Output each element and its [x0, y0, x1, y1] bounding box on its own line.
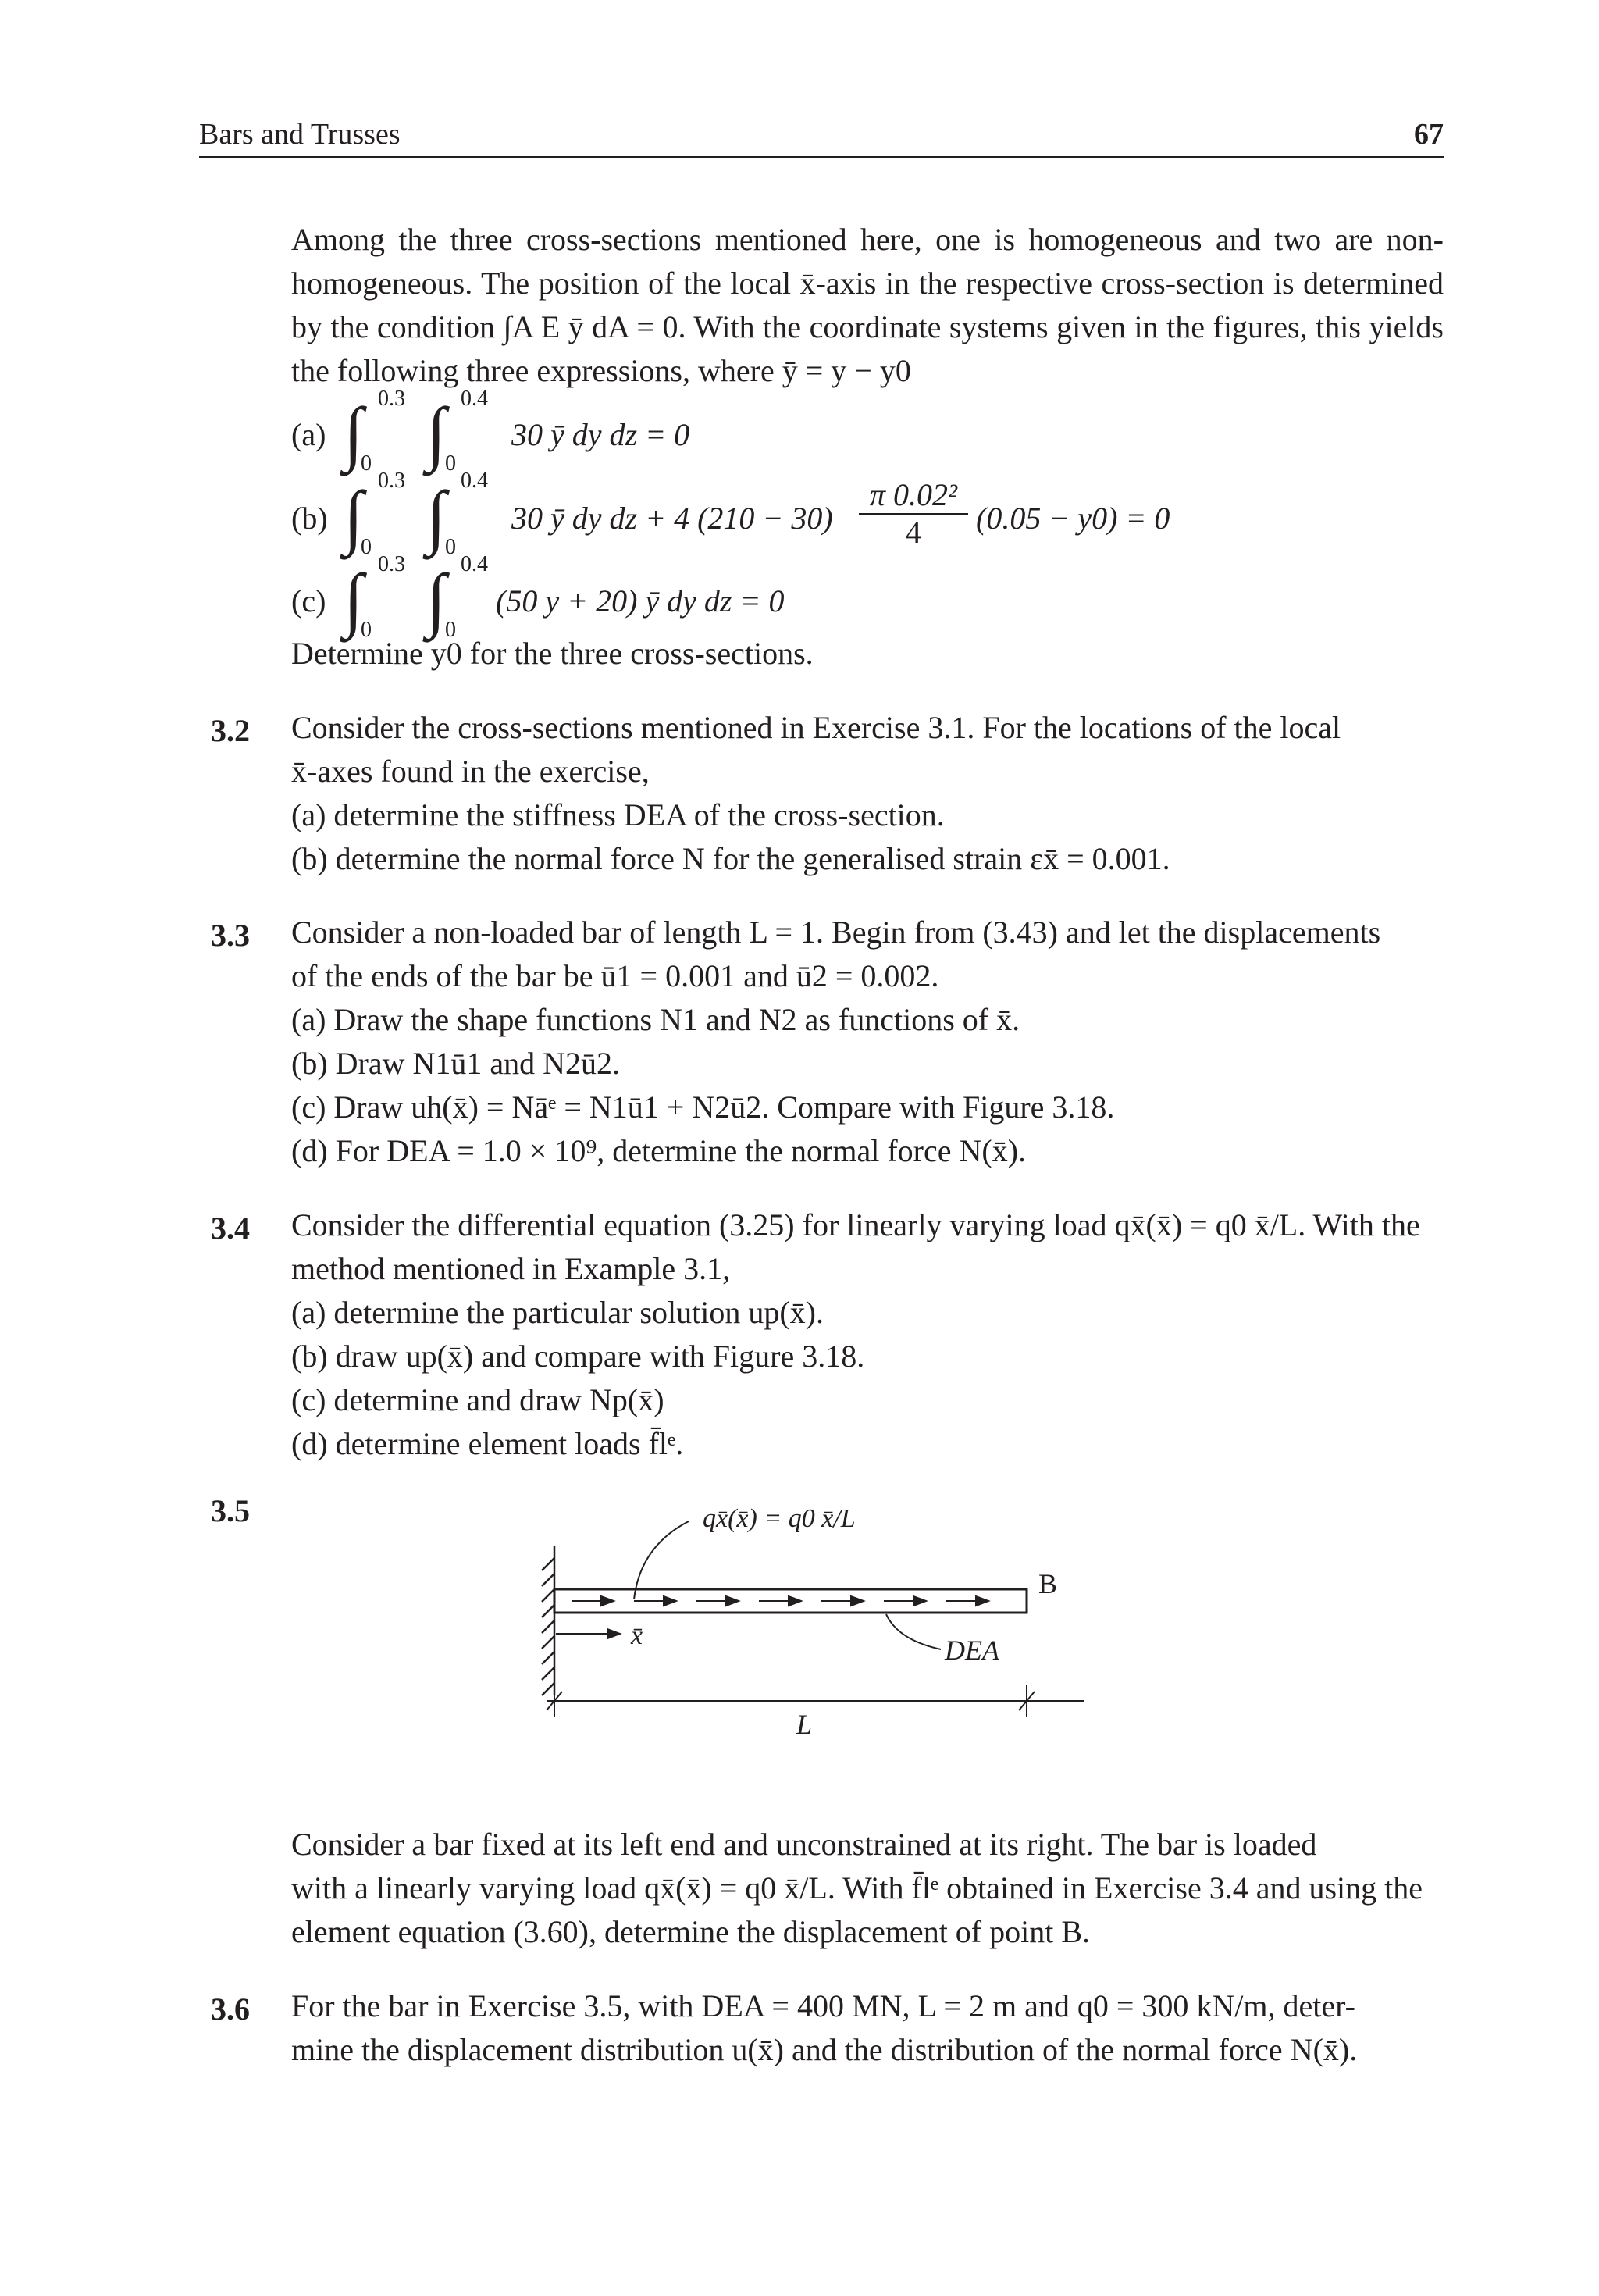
integral-lower-limit: 0: [361, 535, 372, 559]
integral-upper-limit: 0.4: [461, 469, 488, 493]
load-label: qx̄(x̄) = q0 x̄/L: [703, 1504, 856, 1533]
exercise-line: of the ends of the bar be ū1 = 0.001 and ū2 = 0.002.: [291, 958, 939, 993]
exercise-line: element equation (3.60), determine the displacement of point B.: [291, 1914, 1091, 1949]
exercise-line: (d) determine element loads f̄lᵉ.: [291, 1426, 684, 1461]
exercise-line: x̄-axes found in the exercise,: [291, 754, 650, 789]
integral-lower-limit: 0: [445, 451, 456, 476]
integral-sign: ∫: [344, 559, 364, 639]
x-axis-arrow: [556, 1629, 620, 1638]
stiffness-label: DEA: [945, 1635, 999, 1666]
point-b-label: B: [1038, 1568, 1058, 1599]
exercise-line: (d) For DEA = 1.0 × 10⁹, determine the normal force N(x̄).: [291, 1133, 1027, 1168]
exercise-number: 3.5: [211, 1493, 250, 1528]
exercise-number: 3.2: [211, 713, 250, 748]
x-axis-label: x̄: [631, 1621, 643, 1650]
exercise-line: Consider the cross-sections mentioned in Exercise 3.1. For the locations of the local: [291, 710, 1341, 745]
integral-upper-limit: 0.3: [378, 469, 405, 493]
exercise-line: (b) draw up(x̄) and compare with Figure 3.18.: [291, 1339, 865, 1374]
intro-closing: Determine y0 for the three cross-sections.: [291, 636, 814, 671]
length-label: L: [796, 1709, 813, 1740]
fixed-support: [542, 1546, 554, 1695]
exercise-line: (a) determine the particular solution up(x̄).: [291, 1295, 824, 1330]
exercise-number: 3.3: [211, 918, 250, 953]
exercise-line: (b) determine the normal force N for the generalised strain εx̄ = 0.001.: [291, 841, 1170, 876]
equation-a-body: 30 ȳ dy dz = 0: [511, 417, 690, 452]
exercise-line: (a) Draw the shape functions N1 and N2 as functions of x̄.: [291, 1002, 1020, 1037]
bar-figure: [515, 1484, 1124, 1749]
dimension-line: [547, 1685, 1084, 1717]
integral-lower-limit: 0: [445, 618, 456, 642]
exercise-line: mine the displacement distribution u(x̄) and the distribution of the normal force N(x̄).: [291, 2032, 1358, 2067]
integral-sign: ∫: [426, 559, 447, 639]
integral-upper-limit: 0.3: [378, 387, 405, 411]
integral-lower-limit: 0: [361, 451, 372, 476]
exercise-line: with a linearly varying load qx̄(x̄) = q0 x̄/L. With f̄lᵉ obtained in Exercise 3.4 and using the: [291, 1870, 1423, 1906]
equation-b-fraction: [859, 477, 968, 551]
equation-b-label: (b): [291, 501, 328, 536]
running-title: Bars and Trusses: [199, 118, 401, 151]
load-leader: [634, 1521, 689, 1599]
equation-b-tail: (0.05 − y0) = 0: [976, 501, 1170, 536]
exercise-line: Consider the differential equation (3.25) for linearly varying load qx̄(x̄) = q0 x̄/L. With the: [291, 1207, 1420, 1242]
integral-upper-limit: 0.3: [378, 552, 405, 576]
integral-lower-limit: 0: [445, 535, 456, 559]
integral-sign: ∫: [426, 393, 447, 472]
exercise-line: Consider a non-loaded bar of length L = 1. Begin from (3.43) and let the displacements: [291, 914, 1381, 950]
exercise-line: (c) Draw uh(x̄) = Nāᵉ = N1ū1 + N2ū2. Compare with Figure 3.18.: [291, 1089, 1115, 1125]
equation-c-label: (c): [291, 583, 326, 619]
equation-b-body: 30 ȳ dy dz + 4 (210 − 30): [511, 501, 833, 536]
integral-sign: ∫: [344, 476, 364, 556]
exercise-line: For the bar in Exercise 3.5, with DEA = 400 MN, L = 2 m and q0 = 300 kN/m, deter-: [291, 1988, 1355, 2023]
page-number: 67: [1414, 118, 1444, 151]
stiffness-leader: [886, 1614, 941, 1649]
integral-upper-limit: 0.4: [461, 387, 488, 411]
equation-a-label: (a): [291, 417, 326, 452]
integral-sign: ∫: [344, 393, 364, 472]
exercise-line: (c) determine and draw Np(x̄): [291, 1382, 664, 1417]
exercise-number: 3.4: [211, 1210, 250, 1246]
integral-upper-limit: 0.4: [461, 552, 488, 576]
exercise-line: (a) determine the stiffness DEA of the cross-section.: [291, 797, 945, 832]
exercise-line: (b) Draw N1ū1 and N2ū2.: [291, 1046, 621, 1081]
exercise-number: 3.6: [211, 1991, 250, 2027]
intro-paragraph: Among the three cross-sections mentioned here, one is homogeneous and two are non-homogeneous. The position of the local x̄-axis in the respective cross-section is determined by the condition ∫A E ȳ dA = 0. With the coordinate systems given in the figures, this yields the following three expressions, where ȳ = y − y0: [291, 222, 1444, 388]
header-rule: [199, 156, 1444, 158]
equation-c-body: (50 y + 20) ȳ dy dz = 0: [496, 583, 785, 619]
fraction-denominator: 4: [906, 515, 921, 550]
fraction-numerator: π 0.02²: [859, 477, 968, 515]
integral-lower-limit: 0: [361, 618, 372, 642]
exercise-line: Consider a bar fixed at its left end and unconstrained at its right. The bar is loaded: [291, 1827, 1317, 1862]
integral-sign: ∫: [426, 476, 447, 556]
exercise-line: method mentioned in Example 3.1,: [291, 1251, 731, 1286]
